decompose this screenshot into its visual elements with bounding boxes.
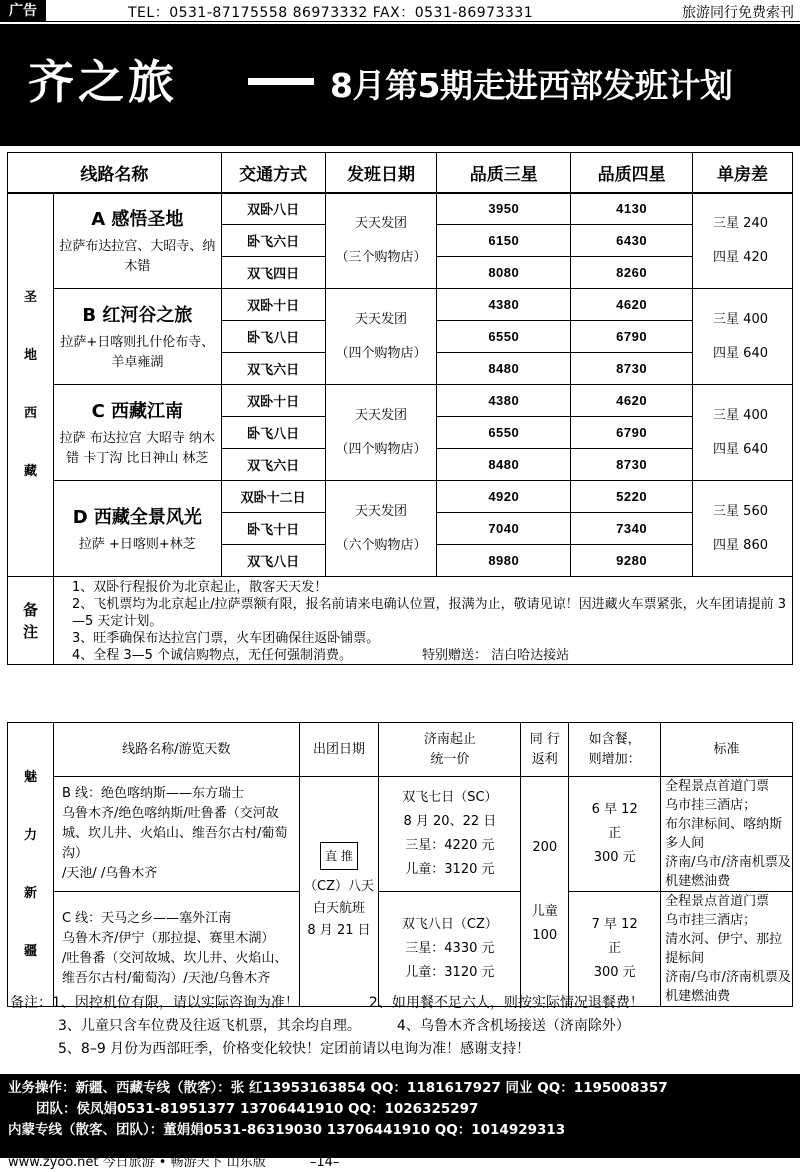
gift-note: 特别赠送： 洁白哈达接站	[422, 648, 570, 663]
transport-cell: 双飞八日	[221, 545, 325, 577]
xinjiang-route-row	[8, 892, 793, 1007]
col-route: 线路名称	[8, 153, 222, 193]
transport-cell: 卧飞八日	[221, 417, 325, 449]
brand-logo: 齐之旅	[28, 55, 178, 109]
standard-cell: 全程景点首道门票 乌市挂三酒店； 清水河、伊宁、那拉提标间 济南/乌市/济南机票及 机建燃油费	[661, 892, 793, 1007]
col-4star: 品质四星	[571, 153, 693, 193]
price-3star: 6550	[437, 321, 571, 353]
notes-label: 备注	[8, 577, 54, 665]
direct-badge: 直 推	[320, 842, 358, 870]
price-3star: 8080	[437, 257, 571, 289]
depart-cell: 天天发团 （四个购物店）	[325, 385, 437, 481]
price-3star: 4380	[437, 289, 571, 321]
col-depart: 发班日期	[325, 153, 437, 193]
price-4star: 6430	[571, 225, 693, 257]
tagline: 旅游同行免费索刊	[682, 5, 794, 21]
standard-cell: 全程景点首道门票 乌市挂三酒店； 布尔津标间、喀纳斯多人间 济南/乌市/济南机票及 机建燃油费	[661, 777, 793, 892]
col-3star: 品质三星	[437, 153, 571, 193]
col-rebate: 同 行 返利	[521, 723, 569, 777]
route-row	[8, 193, 793, 225]
price-3star: 6550	[437, 417, 571, 449]
page-number: –14–	[309, 1155, 340, 1170]
xinjiang-header-row	[8, 723, 793, 777]
price-4star: 8730	[571, 353, 693, 385]
price-3star: 3950	[437, 193, 571, 225]
tibet-notes-row	[8, 577, 793, 665]
site-info: www.zyoo.net 今日旅游 • 畅游天下 山东版	[8, 1155, 266, 1170]
section-label-xinjiang: 魅力新疆	[8, 723, 54, 1007]
price-3star: 4380	[437, 385, 571, 417]
banner-title: 8月第5期走进西部发班计划	[330, 66, 733, 105]
transport-cell: 卧飞八日	[221, 321, 325, 353]
price-4star: 4130	[571, 193, 693, 225]
route-cell: D 西藏全景风光 拉萨 +日喀则+林芝	[53, 481, 221, 577]
price-4star: 9280	[571, 545, 693, 577]
price-3star: 6150	[437, 225, 571, 257]
route-desc: C 线：天马之乡——塞外江南 乌鲁木齐/伊宁（那拉提、赛里木湖） /吐鲁番（交河故城、坎儿井、火焰山、 维吾尔古村/葡萄沟）/天池/乌鲁木齐	[53, 892, 299, 1007]
transport-cell: 双飞六日	[221, 353, 325, 385]
xinjiang-table	[7, 722, 793, 1007]
route-row	[8, 289, 793, 321]
transport-cell: 双卧十二日	[221, 481, 325, 513]
price-4star: 6790	[571, 417, 693, 449]
price-cell: 双飞八日（CZ） 三星：4330 元 儿童：3120 元	[379, 892, 521, 1007]
price-4star: 4620	[571, 289, 693, 321]
transport-cell: 双卧八日	[221, 193, 325, 225]
transport-cell: 双卧十日	[221, 289, 325, 321]
tibet-notes: 1、双卧行程报价为北京起止，散客天天发！ 2、飞机票均为北京起止/拉萨票额有限，报名前请来电确认位置，报满为止，敬请见谅！因进藏火车票紧张，火车团请提前 3—5 天定计划。 3、旺季确保布达拉宫门票，火车团确保往返卧铺票。 4、全程 3—5 个诚信购物点，无任何强制消费。 特别赠送： 洁白哈达接站	[53, 577, 792, 665]
col-unified-price: 济南起止 统一价	[379, 723, 521, 777]
transport-cell: 卧飞十日	[221, 513, 325, 545]
contact-line: TEL：0531-87175558 86973332 FAX：0531-86973331	[128, 5, 534, 21]
contact-footer: 业务操作：新疆、西藏专线（散客）：张 红13953163854 QQ：1181617927 同业 QQ：1195008357 团队：侯凤娟0531-81951377 13706441910 QQ：1026325297 内蒙专线（散客、团队）：董娟娟0531-86319030 13706441910 QQ：1014929313	[0, 1074, 800, 1158]
col-meal: 如含餐， 则增加：	[569, 723, 661, 777]
price-4star: 6790	[571, 321, 693, 353]
xinjiang-notes: 备注：1、因控机位有限，请以实际咨询为准！ 2、如用餐不足六人，则按实际情况退餐费！ 3、儿童只含车位费及往返飞机票，其余均自理。 4、乌鲁木齐含机场接送（济南除外） 5、8–9 月份为西部旺季，价格变化较快！定团前请以电询为准！感谢支持！	[10, 995, 644, 1057]
price-3star: 4920	[437, 481, 571, 513]
single-supplement: 三星 240 四星 420	[693, 193, 793, 289]
price-4star: 8260	[571, 257, 693, 289]
col-depart-date: 出团日期	[299, 723, 379, 777]
page-footer	[0, 1154, 800, 1172]
route-cell: A 感悟圣地 拉萨布达拉宫、大昭寺、纳木错	[53, 193, 221, 289]
col-route-days: 线路名称/游览天数	[53, 723, 299, 777]
depart-cell: 天天发团 （四个购物店）	[325, 289, 437, 385]
banner-dash	[248, 78, 314, 85]
depart-cell: 天天发团 （六个购物店）	[325, 481, 437, 577]
single-supplement: 三星 560 四星 860	[693, 481, 793, 577]
price-4star: 4620	[571, 385, 693, 417]
route-desc: B 线：绝色喀纳斯——东方瑞士 乌鲁木齐/绝色喀纳斯/吐鲁番（交河故 城、坎儿井、火焰山、维吾尔古村/葡萄沟） /天池/ /乌鲁木齐	[53, 777, 299, 892]
price-4star: 8730	[571, 449, 693, 481]
route-cell: C 西藏江南 拉萨 布达拉宫 大昭寺 纳木错 卡丁沟 比日神山 林芝	[53, 385, 221, 481]
transport-cell: 双飞六日	[221, 449, 325, 481]
col-single: 单房差	[693, 153, 793, 193]
single-supplement: 三星 400 四星 640	[693, 289, 793, 385]
price-4star: 7340	[571, 513, 693, 545]
single-supplement: 三星 400 四星 640	[693, 385, 793, 481]
route-cell: B 红河谷之旅 拉萨+日喀则扎什伦布寺、羊卓雍湖	[53, 289, 221, 385]
ad-label: 广告	[0, 0, 46, 22]
price-3star: 8480	[437, 449, 571, 481]
rebate-cell: 200 儿童 100	[521, 777, 569, 1007]
tibet-table	[7, 152, 793, 665]
transport-cell: 双卧十日	[221, 385, 325, 417]
col-transport: 交通方式	[221, 153, 325, 193]
price-cell: 双飞七日（SC） 8 月 20、22 日 三星：4220 元 儿童：3120 元	[379, 777, 521, 892]
meal-cell: 6 早 12 正 300 元	[569, 777, 661, 892]
transport-cell: 双飞四日	[221, 257, 325, 289]
price-4star: 5220	[571, 481, 693, 513]
route-row	[8, 481, 793, 513]
section-label-tibet: 圣地西藏	[8, 193, 54, 577]
price-3star: 8980	[437, 545, 571, 577]
xinjiang-route-row	[8, 777, 793, 892]
price-3star: 7040	[437, 513, 571, 545]
meal-cell: 7 早 12 正 300 元	[569, 892, 661, 1007]
transport-cell: 卧飞六日	[221, 225, 325, 257]
col-standard: 标准	[661, 723, 793, 777]
depart-cell: 天天发团 （三个购物店）	[325, 193, 437, 289]
tibet-header-row	[8, 153, 793, 193]
price-3star: 8480	[437, 353, 571, 385]
route-row	[8, 385, 793, 417]
flight-info: 直 推 （CZ）八天 白天航班 8 月 21 日	[299, 777, 379, 1007]
